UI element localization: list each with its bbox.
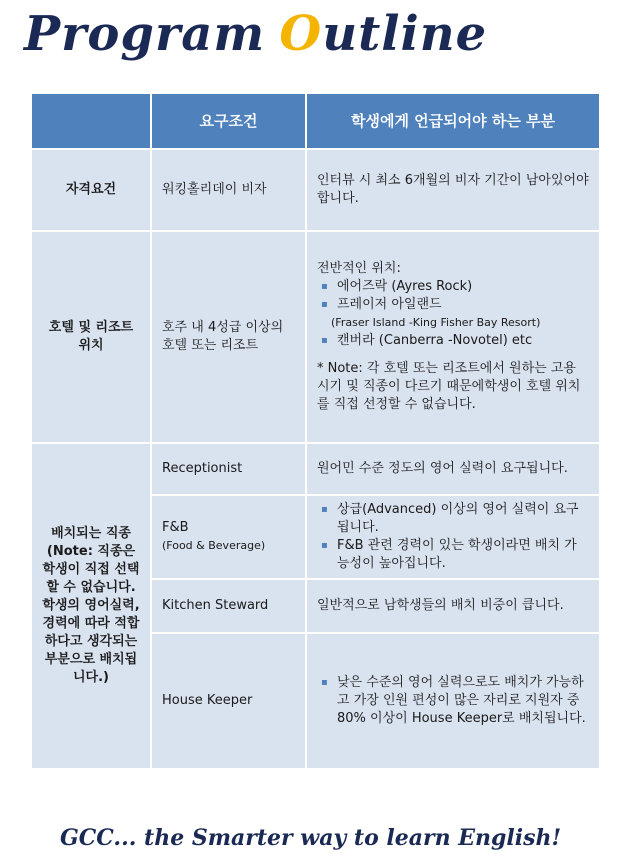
job-name: Receptionist [151,443,306,495]
job-bullets [317,674,589,728]
list-item: ▪ F&B 관련 경력이 있는 학생이라면 배치 가능성이 높아집니다. [337,537,589,573]
job-desc: 일반적으로 남학생들의 배치 비중이 큽니다. [306,579,600,633]
row-detail: 인터뷰 시 최소 6개월의 비자 기간이 남아있어야 합니다. [306,149,600,231]
jobs-label-note: (Note: 직종은 학생이 직접 선택 할 수 없습니다. 학생의 영어실력, 경력에 따라 적합하다고 생각되는 부분으로 배치됩니다.) [42,544,140,685]
job-desc [306,495,600,579]
list-item: ▪ 에어즈락 (Ayres Rock) [337,278,589,296]
list-item: ▪ 상급(Advanced) 이상의 영어 실력이 요구됩니다. [337,501,589,537]
job-bullets [317,501,589,573]
row-detail [306,231,600,443]
header-requirement: 요구조건 [151,93,306,149]
location-note: * Note: 각 호텔 또는 리조트에서 원하는 고용 시기 및 직종이 다르기 때문에학생이 호텔 위치를 직접 선정할 수 없습니다. [317,361,581,412]
job-name: House Keeper [151,633,306,769]
footer-slogan: GCC... the Smarter way to learn English! [60,825,562,851]
title-letter-o: O [279,6,323,62]
table-row [31,149,600,231]
jobs-label: 배치되는 직종 [51,526,131,541]
table-row [31,231,600,443]
location-list-2 [317,332,589,350]
header-detail: 학생에게 언급되어야 하는 부분 [306,93,600,149]
location-intro: 전반적인 위치: [317,261,401,276]
row-label: 자격요건 [31,149,151,231]
table-row [31,443,600,495]
job-desc [306,633,600,769]
row-label: 호텔 및 리조트 위치 [31,231,151,443]
table-header-row [31,93,600,149]
job-name-main: F&B [162,520,189,535]
list-item: ▪ 프레이저 아일랜드 [337,296,589,314]
job-name-sub: (Food & Beverage) [162,539,266,552]
program-outline-table [30,92,601,770]
job-desc: 원어민 수준 정도의 영어 실력이 요구됩니다. [306,443,600,495]
list-item: ▪ 낮은 수준의 영어 실력으로도 배치가 가능하고 가장 인원 편성이 많은 자리로 지원자 중 80% 이상이 House Keeper로 배치됩니다. [337,674,589,728]
page-title [24,6,487,66]
row-requirement: 워킹홀리데이 비자 [151,149,306,231]
job-name [151,495,306,579]
title-word-program: Program [24,6,266,62]
list-item: ▪ 캔버라 (Canberra -Novotel) etc [337,332,589,350]
header-blank [31,93,151,149]
row-label-jobs [31,443,151,769]
row-requirement: 호주 내 4성급 이상의 호텔 또는 리조트 [151,231,306,443]
job-name: Kitchen Steward [151,579,306,633]
title-word-utline: utline [322,6,488,62]
location-list [317,278,589,314]
fraser-island-note: (Fraser Island -King Fisher Bay Resort) [331,316,541,329]
